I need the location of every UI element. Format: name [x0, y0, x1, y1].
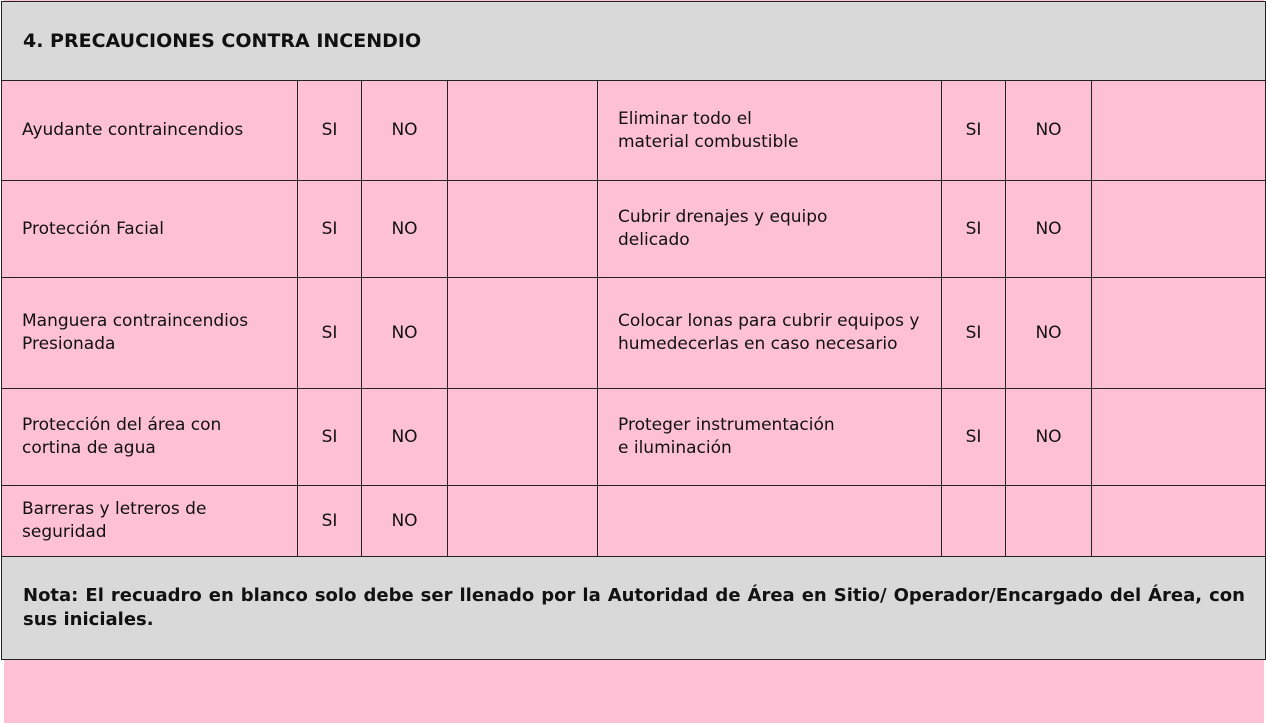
empty-cell	[1092, 486, 1266, 557]
table-row	[2, 81, 1266, 181]
initials-box[interactable]	[448, 278, 598, 389]
yes-option[interactable]: SI	[942, 81, 1006, 181]
no-option[interactable]: NO	[1006, 181, 1092, 278]
initials-box[interactable]	[1092, 389, 1266, 486]
initials-box[interactable]	[1092, 81, 1266, 181]
initials-box[interactable]	[448, 486, 598, 557]
no-option[interactable]: NO	[1006, 389, 1092, 486]
empty-cell	[598, 486, 942, 557]
precaution-label: Manguera contraincendios Presionada	[2, 278, 298, 389]
yes-option[interactable]: SI	[298, 278, 362, 389]
table-row	[2, 278, 1266, 389]
precaution-label: Barreras y letreros de seguridad	[2, 486, 298, 557]
yes-option[interactable]: SI	[298, 486, 362, 557]
yes-option[interactable]: SI	[942, 278, 1006, 389]
no-option[interactable]: NO	[362, 278, 448, 389]
note-text: Nota: El recuadro en blanco solo debe ser llenado por la Autoridad de Área en Sitio/ Operador/Encargado del Área, con sus iniciales.	[2, 557, 1266, 660]
empty-cell	[1006, 486, 1092, 557]
yes-option[interactable]: SI	[942, 181, 1006, 278]
empty-cell	[942, 486, 1006, 557]
yes-option[interactable]: SI	[298, 181, 362, 278]
table-row	[2, 181, 1266, 278]
section-title: 4. PRECAUCIONES CONTRA INCENDIO	[2, 2, 1266, 81]
precaution-label: Colocar lonas para cubrir equipos y humedecerlas en caso necesario	[598, 278, 942, 389]
yes-option[interactable]: SI	[298, 81, 362, 181]
no-option[interactable]: NO	[1006, 278, 1092, 389]
initials-box[interactable]	[448, 181, 598, 278]
precaution-label: Protección del área con cortina de agua	[2, 389, 298, 486]
yes-option[interactable]: SI	[942, 389, 1006, 486]
table-row	[2, 486, 1266, 557]
initials-box[interactable]	[448, 81, 598, 181]
no-option[interactable]: NO	[1006, 81, 1092, 181]
no-option[interactable]: NO	[362, 486, 448, 557]
no-option[interactable]: NO	[362, 389, 448, 486]
no-option[interactable]: NO	[362, 81, 448, 181]
precaution-label: Eliminar todo el material combustible	[598, 81, 942, 181]
yes-option[interactable]: SI	[298, 389, 362, 486]
initials-box[interactable]	[1092, 278, 1266, 389]
fire-precautions-table	[1, 1, 1266, 660]
precaution-label: Protección Facial	[2, 181, 298, 278]
initials-box[interactable]	[1092, 181, 1266, 278]
precaution-label: Ayudante contraincendios	[2, 81, 298, 181]
precaution-label: Proteger instrumentación e iluminación	[598, 389, 942, 486]
initials-box[interactable]	[448, 389, 598, 486]
no-option[interactable]: NO	[362, 181, 448, 278]
table-row	[2, 389, 1266, 486]
precaution-label: Cubrir drenajes y equipo delicado	[598, 181, 942, 278]
